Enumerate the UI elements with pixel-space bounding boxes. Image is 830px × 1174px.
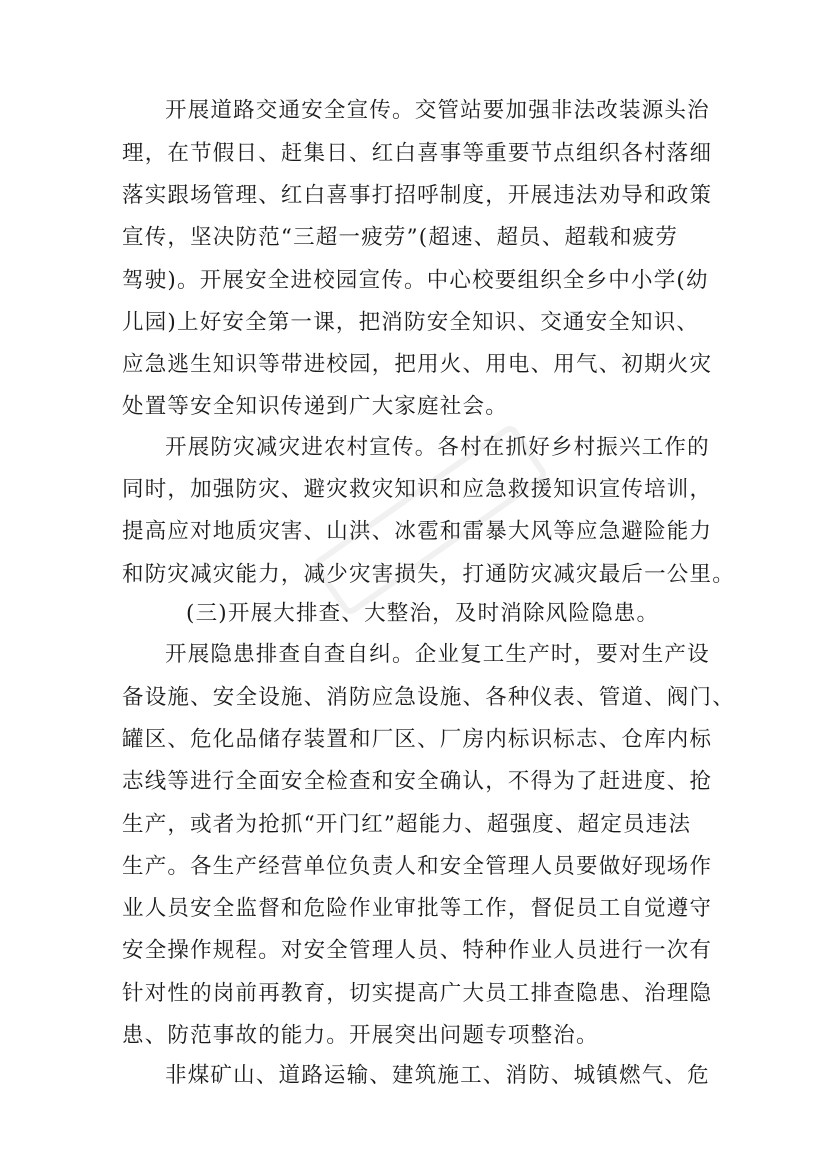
section-heading: (三)开展大排查、大整治，及时消除风险隐患。	[186, 601, 660, 626]
paragraph-line: 非煤矿山、道路运输、建筑施工、消防、城镇燃气、危	[165, 1063, 710, 1088]
paragraph-line: 患、防范事故的能力。开展突出问题专项整治。	[122, 1023, 599, 1048]
paragraph-line: 业人员安全监督和危险作业审批等工作，督促员工自觉遵守	[122, 896, 713, 921]
paragraph-line: 处置等安全知识传递到广大家庭社会。	[122, 394, 508, 419]
paragraph-line: 和防灾减灾能力，减少灾害损失，打通防灾减灾最后一公里。	[122, 562, 735, 587]
paragraph-line: 驾驶)。开展安全进校园宣传。中心校要组织全乡中小学(幼	[122, 268, 709, 293]
paragraph-line: 开展防灾减灾进农村宣传。各村在抓好乡村振兴工作的	[165, 435, 710, 460]
paragraph-line: 安全操作规程。对安全管理人员、特种作业人员进行一次有	[122, 938, 713, 963]
paragraph-line: 宣传，坚决防范“三超一疲劳”(超速、超员、超载和疲劳	[122, 225, 679, 250]
paragraph-line: 开展隐患排查自查自纠。企业复工生产时，要对生产设	[165, 642, 710, 667]
paragraph-line: 理，在节假日、赶集日、红白喜事等重要节点组织各村落细	[122, 141, 713, 166]
paragraph-line: 罐区、危化品储存装置和厂区、厂房内标识标志、仓库内标	[122, 727, 713, 752]
paragraph-line: 针对性的岗前再教育，切实提高广大员工排查隐患、治理隐	[122, 981, 713, 1006]
paragraph-line: 儿园)上好安全第一课，把消防安全知识、交通安全知识、	[122, 310, 700, 335]
paragraph-line: 生产。各生产经营单位负责人和安全管理人员要做好现场作	[122, 854, 713, 879]
paragraph-line: 生产，或者为抢抓“开门红”超能力、超强度、超定员违法	[122, 812, 692, 837]
paragraph-line: 同时，加强防灾、避灾救灾知识和应急救援知识宣传培训，	[122, 477, 713, 502]
paragraph-line: 备设施、安全设施、消防应急设施、各种仪表、管道、阀门、	[122, 685, 735, 710]
paragraph-line: 落实跟场管理、红白喜事打招呼制度，开展违法劝导和政策	[122, 183, 713, 208]
paragraph-line: 志线等进行全面安全检查和安全确认，不得为了赶进度、抢	[122, 769, 713, 794]
paragraph-line: 应急逃生知识等带进校园，把用火、用电、用气、初期火灾	[122, 352, 713, 377]
paragraph-line: 开展道路交通安全宣传。交管站要加强非法改装源头治	[165, 98, 710, 123]
paragraph-line: 提高应对地质灾害、山洪、冰雹和雷暴大风等应急避险能力	[122, 519, 713, 544]
